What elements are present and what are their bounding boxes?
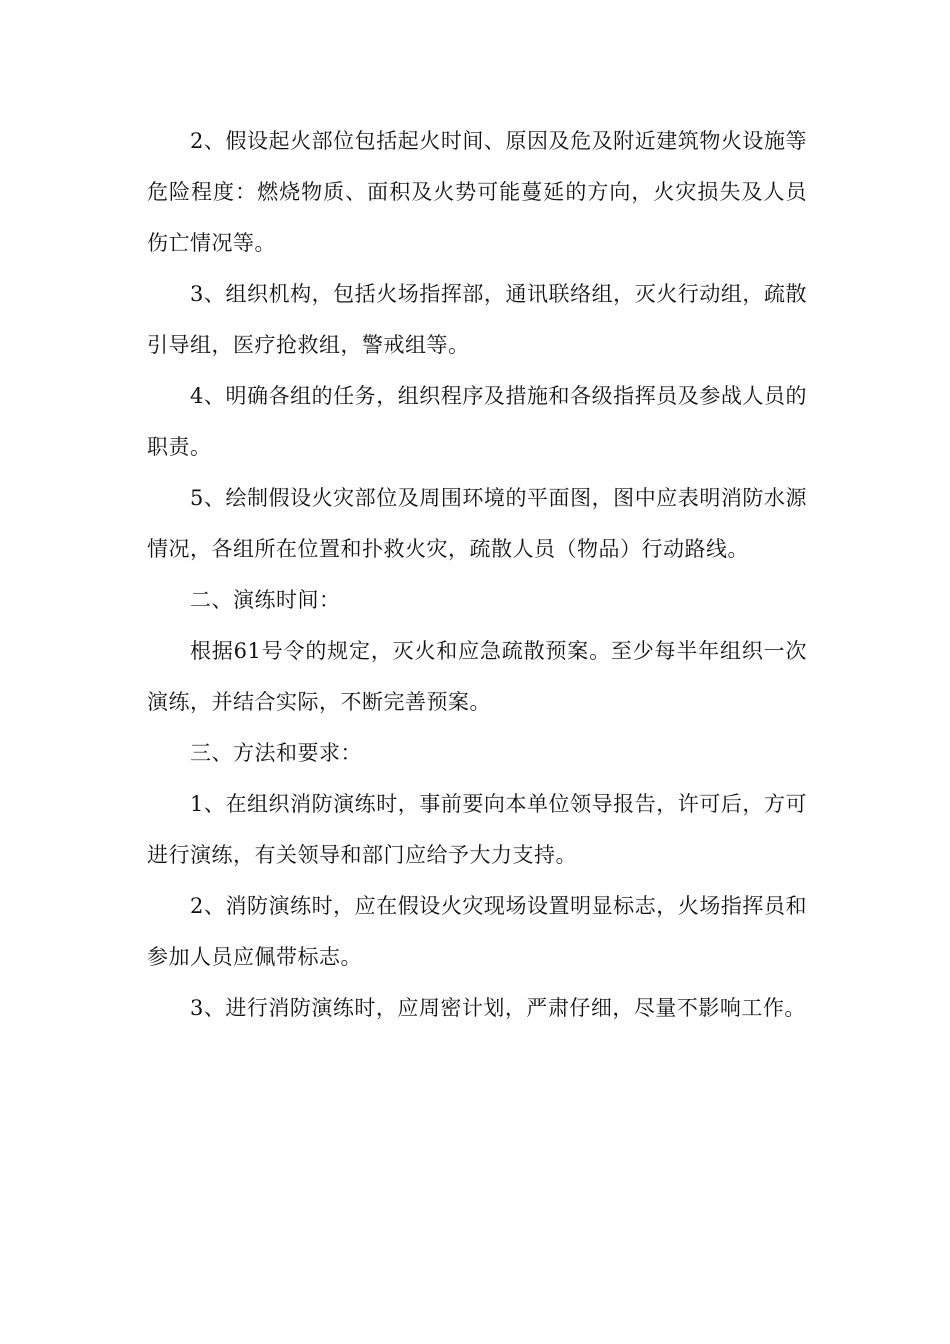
paragraph-drill-frequency: 根据61号令的规定，灭火和应急疏散预案。至少每半年组织一次演练，并结合实际，不断完善预案。: [147, 639, 807, 714]
paragraph-duties: 4、明确各组的任务，组织程序及措施和各级指挥员及参战人员的职责。: [147, 384, 807, 459]
paragraph-organization: 3、组织机构，包括火场指挥部，通讯联络组，灭火行动组，疏散引导组，医疗抢救组，警戒组等。: [147, 282, 807, 357]
section-heading-drill-time: 二、演练时间：: [190, 588, 341, 612]
paragraph-report-leadership: 1、在组织消防演练时，事前要向本单位领导报告，许可后，方可进行演练，有关领导和部门应给予大力支持。: [147, 792, 807, 867]
paragraph-fire-location: 2、假设起火部位包括起火时间、原因及危及附近建筑物火设施等危险程度：燃烧物质、面积及火势可能蔓延的方向，火灾损失及人员伤亡情况等。: [147, 129, 807, 255]
paragraph-markers: 2、消防演练时，应在假设火灾现场设置明显标志，火场指挥员和参加人员应佩带标志。: [147, 894, 807, 969]
paragraph-floor-plan: 5、绘制假设火灾部位及周围环境的平面图，图中应表明消防水源情况，各组所在位置和扑救火灾，疏散人员（物品）行动路线。: [147, 486, 807, 561]
section-heading-methods: 三、方法和要求：: [190, 741, 362, 765]
paragraph-planning: 3、进行消防演练时，应周密计划，严肃仔细，尽量不影响工作。: [190, 996, 806, 1020]
document-body: [147, 116, 807, 1034]
